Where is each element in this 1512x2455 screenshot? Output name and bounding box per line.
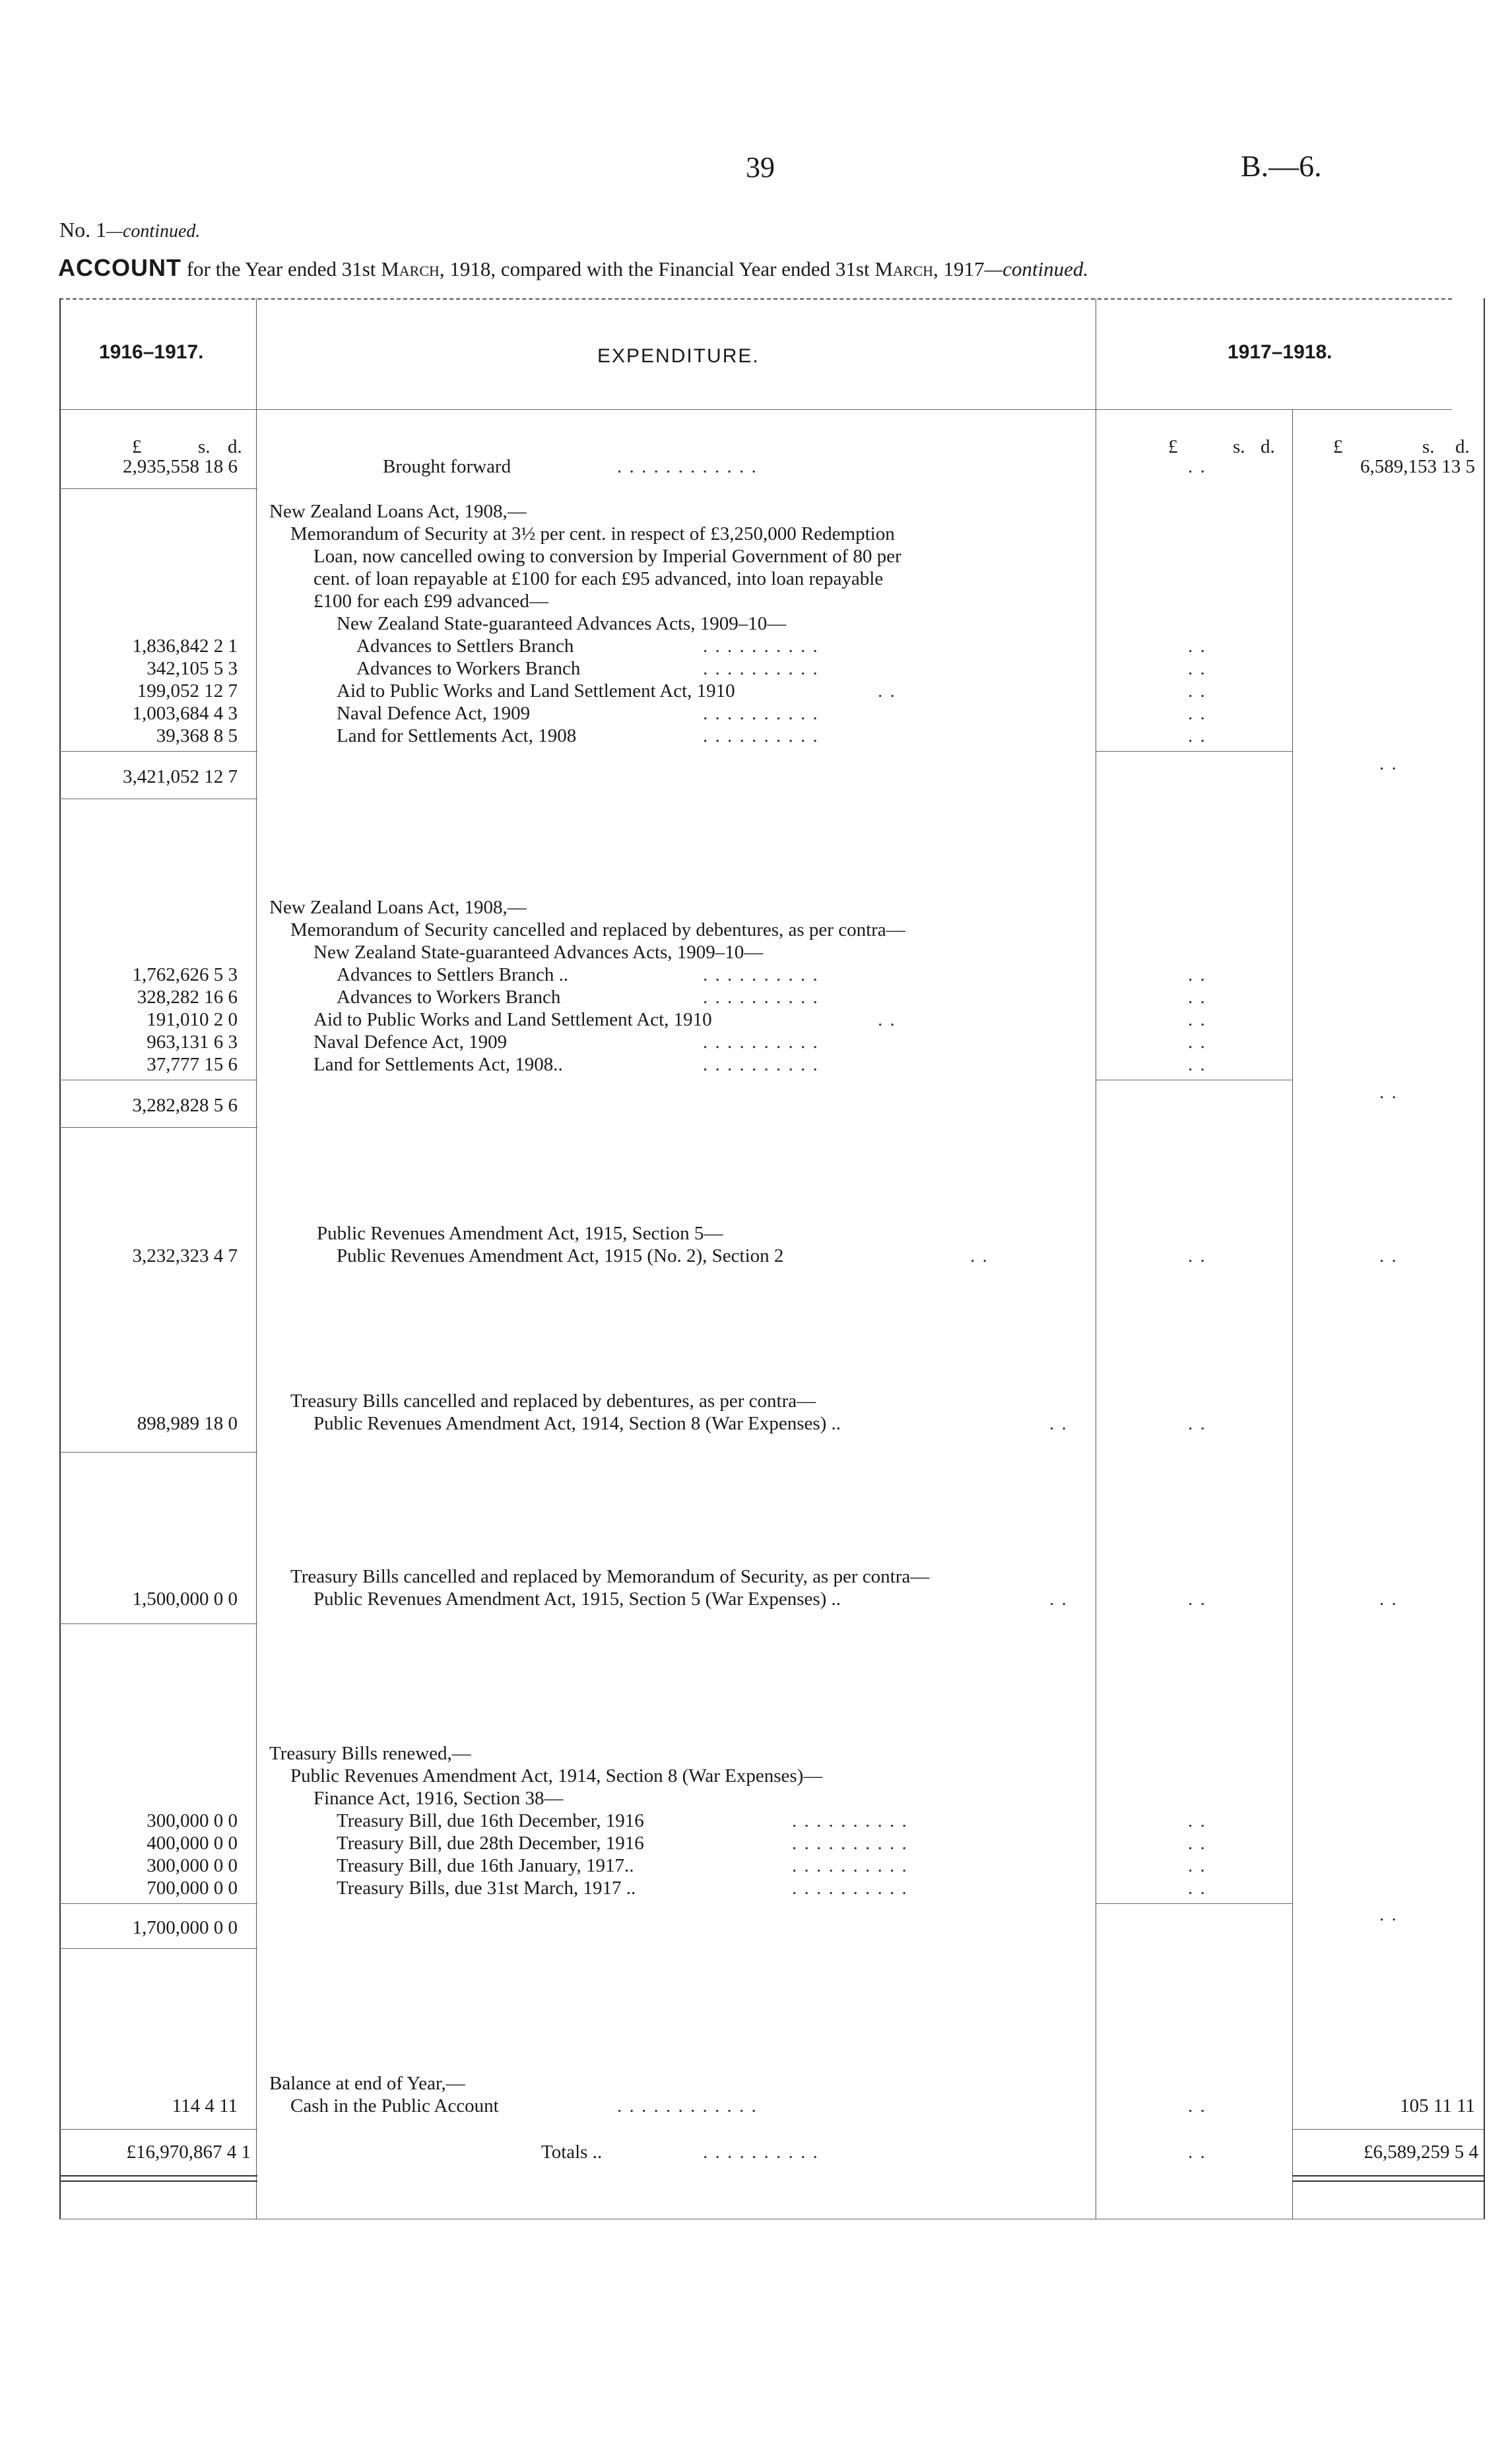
account-title (58, 254, 1088, 282)
leader-dots: . . (970, 1245, 989, 1266)
section-1-label-1: Advances to Settlers Branch (356, 636, 574, 657)
section-2-title: New Zealand Loans Act, 1908,— (269, 897, 527, 918)
unit-d-left: d. (228, 436, 242, 457)
section-2-label-2: Advances to Workers Branch (337, 987, 561, 1008)
header-1916-1917: 1916–1917. (99, 341, 204, 363)
leader-dots: . . (1379, 1904, 1398, 1925)
section-1-label-3: Aid to Public Works and Land Settlement Act, 1910 (337, 680, 735, 702)
section-4-line-1: Treasury Bills cancelled and replaced by debentures, as per contra— (290, 1391, 816, 1412)
leader-dots: . . . . . . . . . . (703, 658, 819, 679)
leader-dots: . . (1188, 456, 1206, 477)
totals-double-rule (59, 2180, 257, 2182)
totals-top-rule (1292, 2129, 1484, 2130)
balance-label: Cash in the Public Account (290, 2095, 499, 2116)
section-1-amount-2: 342,105 5 3 (147, 658, 238, 679)
account-title-suffix: —continued. (984, 257, 1089, 280)
leader-dots: . . (1379, 1082, 1398, 1103)
account-title-lead: ACCOUNT (58, 254, 181, 281)
leader-dots: . . (1049, 1413, 1068, 1434)
row-rule (59, 1127, 257, 1128)
leader-dots: . . (878, 680, 896, 702)
subtotal-rule (1096, 1903, 1292, 1904)
leader-dots: . . . . . . . . . . (703, 703, 819, 724)
section-2-total: 3,282,828 5 6 (132, 1095, 238, 1116)
section-2-amount-4: 963,131 6 3 (147, 1031, 238, 1053)
col-rule-right (1484, 298, 1485, 2219)
unit-s-left: s. (198, 436, 211, 457)
leader-dots: . . . . . . . . . . (703, 636, 819, 657)
section-6-label-1: Treasury Bill, due 16th December, 1916 (337, 1810, 644, 1831)
leader-dots: . . (1188, 658, 1206, 679)
unit-pound-left: £ (132, 436, 142, 457)
totals-double-rule (59, 2175, 257, 2177)
section-1-amount-1: 1,836,842 2 1 (132, 636, 238, 657)
account-title-text-1: for the Year ended 31st (181, 257, 381, 280)
leader-dots: . . (1188, 1009, 1206, 1030)
section-2-label-5: Land for Settlements Act, 1908.. (313, 1054, 563, 1075)
section-6-label-3: Treasury Bill, due 16th January, 1917.. (337, 1855, 634, 1876)
leader-dots: . . (1188, 1588, 1206, 1610)
account-title-text-2: , 1918, compared with the Financial Year ended 31st (439, 257, 875, 280)
leader-dots: . . (1188, 1245, 1206, 1266)
leader-dots: . . (1188, 636, 1206, 657)
section-6-title: Treasury Bills renewed,— (269, 1743, 471, 1764)
section-5-amount: 1,500,000 0 0 (132, 1588, 238, 1610)
section-1-memo-line-2: Loan, now cancelled owing to conversion by Imperial Government of 80 per (313, 546, 902, 567)
leader-dots: . . . . . . . . . . (792, 1878, 908, 1899)
section-1-sub: New Zealand State-guaranteed Advances Acts, 1909–10— (337, 613, 787, 634)
leader-dots: . . (1188, 1413, 1206, 1434)
unit-s-right: s. (1422, 436, 1435, 457)
balance-right: 105 11 11 (1400, 2095, 1475, 2116)
page-number: 39 (746, 151, 775, 183)
unit-pound-right: £ (1333, 436, 1343, 457)
col-rule-left-amount (256, 298, 257, 2219)
leader-dots: . . . . . . . . . . (703, 725, 819, 746)
section-2-amount-3: 191,010 2 0 (147, 1009, 238, 1030)
leader-dots: . . (1188, 2142, 1206, 2163)
section-6-amount-1: 300,000 0 0 (147, 1810, 238, 1831)
section-6-label-2: Treasury Bill, due 28th December, 1916 (337, 1833, 644, 1854)
leader-dots: . . (1188, 725, 1206, 746)
section-2-label-4: Naval Defence Act, 1909 (313, 1031, 508, 1053)
totals-right: £6,589,259 5 4 (1364, 2142, 1478, 2163)
section-5-line-2: Public Revenues Amendment Act, 1915, Section 5 (War Expenses) .. (313, 1588, 841, 1610)
section-1-amount-3: 199,052 12 7 (137, 680, 238, 702)
continued-label (59, 218, 200, 242)
section-2-amount-2: 328,282 16 6 (137, 987, 238, 1008)
section-6-amount-4: 700,000 0 0 (147, 1878, 238, 1899)
row-rule (59, 1948, 257, 1949)
section-1-memo-line-3: cent. of loan repayable at £100 for each £95 advanced, into loan repayable (313, 568, 884, 589)
totals-top-rule (59, 2129, 257, 2130)
brought-forward-label: Brought forward (383, 456, 511, 477)
section-2-amount-5: 37,777 15 6 (147, 1054, 238, 1075)
section-6-amount-3: 300,000 0 0 (147, 1855, 238, 1876)
section-4-amount: 898,989 18 0 (137, 1413, 238, 1434)
leader-dots: . . (1188, 703, 1206, 724)
section-1-total: 3,421,052 12 7 (123, 766, 238, 787)
leader-dots: . . . . . . . . . . (703, 987, 819, 1008)
section-1-memo-line-1: Memorandum of Security at 3½ per cent. in respect of £3,250,000 Redemption (290, 523, 895, 544)
section-1-label-4: Naval Defence Act, 1909 (337, 703, 531, 724)
leader-dots: . . (1188, 1810, 1206, 1831)
leader-dots: . . . . . . . . . . (703, 1054, 819, 1075)
section-2-memo: Memorandum of Security cancelled and replaced by debentures, as per contra— (290, 919, 905, 940)
section-2-amount-1: 1,762,626 5 3 (132, 964, 238, 985)
continued-suffix: —continued. (106, 221, 201, 242)
leader-dots: . . (1379, 1588, 1398, 1610)
leader-dots: . . . . . . . . . . (792, 1810, 908, 1831)
section-1-label-2: Advances to Workers Branch (356, 658, 581, 679)
table-top-rule (59, 298, 1452, 300)
leader-dots: . . (1188, 680, 1206, 702)
unit-s-mid: s. (1233, 436, 1245, 457)
row-rule (59, 488, 257, 489)
subtotal-rule (59, 751, 257, 752)
unit-d-right: d. (1455, 436, 1470, 457)
header-bottom-rule (59, 409, 1452, 410)
section-1-title: New Zealand Loans Act, 1908,— (269, 501, 527, 522)
unit-d-mid: d. (1261, 436, 1275, 457)
section-6-label-4: Treasury Bills, due 31st March, 1917 .. (337, 1878, 636, 1899)
leader-dots: . . (1188, 1031, 1206, 1053)
header-expenditure: EXPENDITURE. (597, 345, 760, 367)
subtotal-rule (59, 1903, 257, 1904)
subtotal-rule (1096, 751, 1292, 752)
section-6-total: 1,700,000 0 0 (132, 1917, 238, 1938)
section-1-amount-4: 1,003,684 4 3 (132, 703, 238, 724)
section-2-sub: New Zealand State-guaranteed Advances Acts, 1909–10— (313, 942, 764, 963)
leader-dots: . . (1188, 2095, 1206, 2116)
section-3-line-2: Public Revenues Amendment Act, 1915 (No. 2), Section 2 (337, 1245, 784, 1266)
leader-dots: . . (1188, 1878, 1206, 1899)
leader-dots: . . . . . . . . . . . . (617, 456, 758, 477)
totals-double-rule (1292, 2180, 1484, 2182)
brought-forward-right: 6,589,153 13 5 (1360, 456, 1475, 477)
leader-dots: . . . . . . . . . . (703, 964, 819, 985)
balance-left: 114 4 11 (172, 2095, 238, 2116)
section-1-label-5: Land for Settlements Act, 1908 (337, 725, 577, 746)
leader-dots: . . (878, 1009, 896, 1030)
totals-double-rule (1292, 2175, 1484, 2177)
leader-dots: . . . . . . . . . . (703, 1031, 819, 1053)
row-rule (59, 1452, 257, 1453)
section-6-amount-2: 400,000 0 0 (147, 1833, 238, 1854)
section-1-amount-5: 39,368 8 5 (156, 725, 238, 746)
leader-dots: . . (1188, 1855, 1206, 1876)
header-1917-1918: 1917–1918. (1228, 341, 1332, 363)
brought-forward-left: 2,935,558 18 6 (123, 456, 238, 477)
section-6-sub-1: Public Revenues Amendment Act, 1914, Section 8 (War Expenses)— (290, 1765, 823, 1786)
leader-dots: . . (1188, 1054, 1206, 1075)
page-reference: B.—6. (1241, 149, 1322, 183)
leader-dots: . . . . . . . . . . (792, 1855, 908, 1876)
account-title-text-3: , 1917 (933, 257, 985, 280)
leader-dots: . . . . . . . . . . . . (617, 2095, 758, 2116)
continued-no: No. 1 (59, 218, 107, 242)
account-title-month-2: March (874, 257, 934, 280)
section-2-label-3: Aid to Public Works and Land Settlement Act, 1910 (313, 1009, 712, 1030)
section-2-label-1: Advances to Settlers Branch .. (337, 964, 569, 985)
account-title-month-1: March (381, 257, 440, 280)
section-5-line-1: Treasury Bills cancelled and replaced by Memorandum of Security, as per contra— (290, 1566, 930, 1587)
leader-dots: . . . . . . . . . . (792, 1833, 908, 1854)
leader-dots: . . (1379, 753, 1398, 774)
leader-dots: . . (1188, 1833, 1206, 1854)
totals-label: Totals .. (541, 2142, 603, 2163)
leader-dots: . . (1379, 1245, 1398, 1266)
section-1-memo-line-4: £100 for each £99 advanced— (313, 591, 548, 612)
row-rule (59, 1623, 257, 1624)
totals-left: £16,970,867 4 1 (126, 2142, 251, 2163)
section-6-sub-2: Finance Act, 1916, Section 38— (313, 1788, 564, 1809)
leader-dots: . . (1188, 964, 1206, 985)
balance-title: Balance at end of Year,— (269, 2073, 465, 2094)
section-3-line-1: Public Revenues Amendment Act, 1915, Section 5— (317, 1223, 723, 1244)
col-rule-inner (1292, 409, 1293, 2219)
unit-pound-mid: £ (1168, 436, 1178, 457)
leader-dots: . . (1188, 987, 1206, 1008)
section-4-line-2: Public Revenues Amendment Act, 1914, Section 8 (War Expenses) .. (313, 1413, 841, 1434)
section-3-amount: 3,232,323 4 7 (132, 1245, 238, 1266)
leader-dots: . . (1049, 1588, 1068, 1610)
leader-dots: . . . . . . . . . . (703, 2142, 819, 2163)
